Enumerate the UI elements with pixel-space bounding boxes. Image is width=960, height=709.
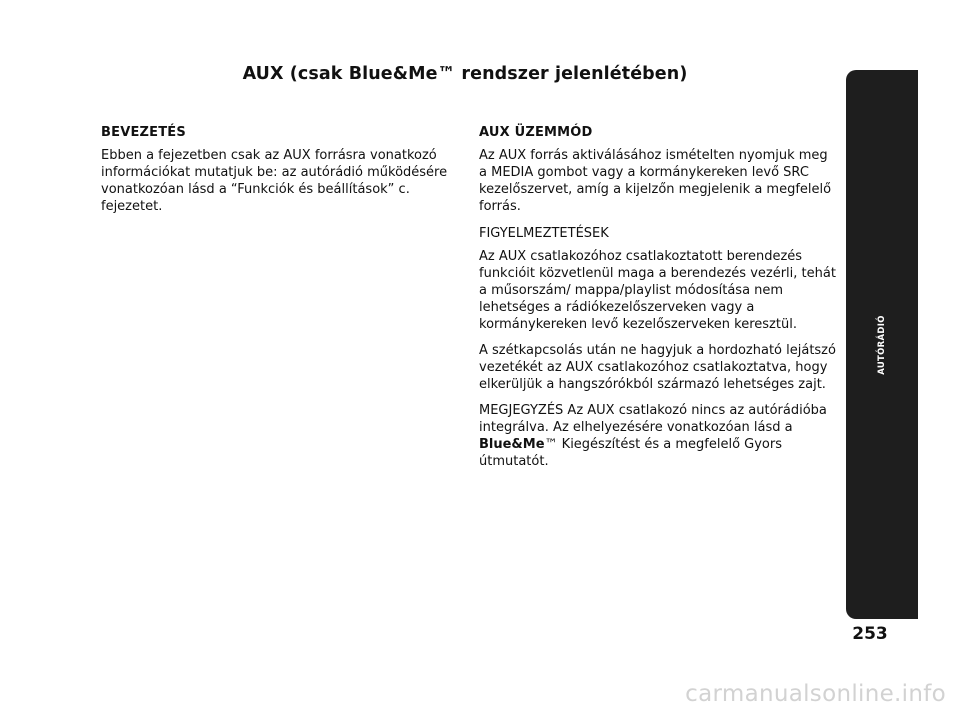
page-number: 253 [852, 624, 888, 644]
left-column [101, 124, 453, 224]
warning-paragraph-2: A szétkapcsolás után ne hagyjuk a hordozható lejátszó vezetékét az AUX csatlakozóhoz csatlakoztatva, hogy elkerüljük a hangszórókból származó lehetséges zajt. [479, 343, 836, 392]
note-brand: Blue&Me [479, 437, 545, 452]
note-text-start: MEGJEGYZÉS Az AUX csatlakozó nincs az autórádióba integrálva. Az elhelyezésére vonatkozóan lásd a [479, 403, 827, 435]
section-heading-intro: BEVEZETÉS [101, 125, 186, 140]
right-column [479, 124, 839, 479]
section-heading-aux-mode: AUX ÜZEMMÓD [479, 125, 593, 140]
aux-mode-paragraph: Az AUX forrás aktiválásához ismételten nyomjuk meg a MEDIA gombot vagy a kormánykereken levő SRC kezelőszervet, amíg a kijelzőn megjelenik a megfelelő forrás. [479, 148, 832, 214]
chapter-side-tab [846, 70, 918, 619]
page-title: AUX (csak Blue&Me™ rendszer jelenlétében) [242, 64, 688, 84]
chapter-tab-label: AUTÓRÁDIÓ [876, 314, 887, 375]
warnings-title: FIGYELMEZTETÉSEK [479, 226, 609, 241]
intro-paragraph: Ebben a fejezetben csak az AUX forrásra vonatkozó információkat mutatjuk be: az autórádió működésére vonatkozóan lásd a “Funkciók és beállítások” c. fejezetet. [101, 148, 448, 214]
note-paragraph [479, 402, 839, 470]
warning-paragraph-1: Az AUX csatlakozóhoz csatlakoztatott berendezés funkcióit közvetlenül maga a berendezés vezérli, tehát a műsorszám/ mappa/playlist módosítása nem lehetséges a rádiókezelőszerveken vagy a kormánykereken levő kezelőszerveken keresztül. [479, 249, 836, 332]
note-text-end: ™ Kiegészítést és a megfelelő Gyors útmutatót. [479, 437, 782, 469]
watermark: carmanualsonline.info [685, 681, 946, 707]
